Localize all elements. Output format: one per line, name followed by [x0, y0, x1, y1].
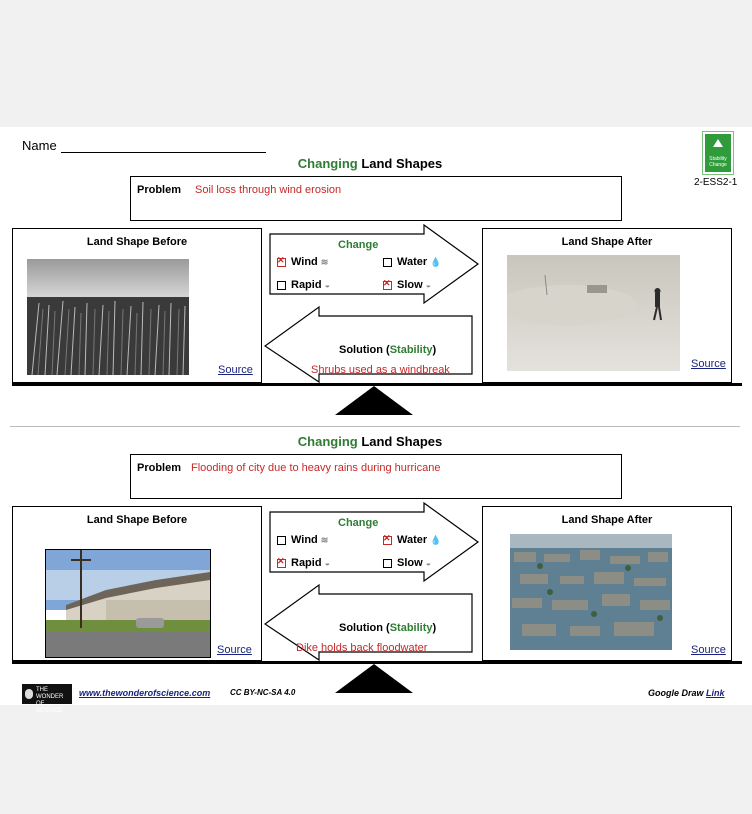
option-label: Slow [397, 279, 423, 291]
name-label: Name [22, 138, 57, 153]
option-rapid[interactable] [277, 279, 330, 291]
change-solution-arrows [264, 224, 480, 384]
slow-icon: ◒ [425, 280, 432, 290]
lightbulb-icon [25, 689, 33, 699]
checkbox-slow[interactable] [383, 559, 392, 568]
title-land-shapes: Land Shapes [357, 434, 443, 449]
option-label: Wind [291, 534, 318, 546]
problem-label: Problem [137, 462, 182, 474]
dust-storm-photo [507, 255, 680, 371]
problem-label: Problem [137, 184, 182, 196]
section-2-title [0, 434, 740, 449]
option-water[interactable] [383, 256, 441, 268]
option-wind[interactable] [277, 534, 328, 546]
source-link[interactable]: Source [691, 644, 726, 656]
solution-text: Shrubs used as a windbreak [311, 364, 450, 376]
problem-text: Flooding of city due to heavy rains during hurricane [191, 462, 441, 474]
option-label: Rapid [291, 557, 322, 569]
google-draw-label [648, 688, 725, 698]
fulcrum-triangle [335, 664, 413, 693]
logo-text: THE WONDER OF SCIENCE [36, 687, 64, 714]
solution-label: Solution (Stability) [339, 344, 437, 356]
option-rapid[interactable] [277, 557, 330, 569]
standard-code: 2-ESS2-1 [694, 177, 738, 188]
houses-street-photo [45, 549, 211, 658]
land-shape-before-panel [12, 228, 262, 383]
wind-icon: ≋ [320, 257, 329, 267]
problem-box [130, 454, 622, 499]
panel-heading: Land Shape Before [86, 514, 188, 526]
section-1-title [0, 156, 740, 171]
stability-label: Stability [389, 344, 433, 356]
title-changing: Changing [297, 434, 358, 449]
source-link[interactable]: Source [218, 364, 253, 376]
option-label: Slow [397, 557, 423, 569]
option-label: Water [397, 534, 428, 546]
option-slow[interactable] [383, 557, 431, 569]
triangle-icon [713, 139, 723, 147]
water-icon: 💧 [430, 257, 442, 267]
checkbox-rapid[interactable] [277, 281, 286, 290]
wheat-field-photo [27, 259, 189, 375]
change-label: Change [338, 239, 379, 251]
rapid-icon: ◒ [324, 558, 330, 568]
checkbox-water[interactable] [383, 258, 392, 267]
checkbox-slow[interactable] [383, 281, 392, 290]
option-label: Water [397, 256, 428, 268]
fulcrum-triangle [335, 386, 413, 415]
worksheet [0, 127, 752, 714]
slow-icon: ◒ [425, 558, 432, 568]
solution-text: Dike holds back floodwater [296, 642, 428, 654]
option-label: Wind [291, 256, 318, 268]
name-field-line [61, 152, 266, 153]
option-slow[interactable] [383, 279, 431, 291]
checkbox-rapid[interactable] [277, 559, 286, 568]
source-link[interactable]: Source [691, 358, 726, 370]
checkbox-wind[interactable] [277, 536, 286, 545]
land-shape-after-panel [482, 506, 732, 661]
badge-label: Stability Change [709, 156, 727, 168]
google-draw-link[interactable]: Link [706, 688, 725, 698]
change-label: Change [338, 517, 379, 529]
title-changing: Changing [297, 156, 358, 171]
problem-box [130, 176, 622, 221]
problem-text: Soil loss through wind erosion [195, 184, 342, 196]
stability-label: Stability [389, 622, 433, 634]
wind-icon: ≋ [320, 535, 329, 545]
land-shape-before-panel [12, 506, 262, 661]
solution-label: Solution (Stability) [339, 622, 437, 634]
license-text: CC BY-NC-SA 4.0 [230, 688, 296, 697]
land-shape-after-panel [482, 228, 732, 383]
title-land-shapes: Land Shapes [357, 156, 443, 171]
option-wind[interactable] [277, 256, 328, 268]
rapid-icon: ◒ [324, 280, 330, 290]
source-link[interactable]: Source [217, 644, 252, 656]
flooded-city-photo [510, 534, 672, 650]
google-draw-text: Google Draw [648, 688, 704, 698]
wonder-of-science-logo [22, 684, 72, 714]
water-icon: 💧 [430, 535, 442, 545]
option-water[interactable] [383, 534, 441, 546]
section-divider [10, 426, 740, 427]
website-link[interactable]: www.thewonderofscience.com [79, 688, 211, 698]
option-label: Rapid [291, 279, 322, 291]
panel-heading: Land Shape After [561, 514, 653, 526]
checkbox-wind[interactable] [277, 258, 286, 267]
change-solution-arrows [264, 502, 480, 662]
panel-heading: Land Shape After [561, 236, 653, 248]
panel-heading: Land Shape Before [86, 236, 188, 248]
checkbox-water[interactable] [383, 536, 392, 545]
